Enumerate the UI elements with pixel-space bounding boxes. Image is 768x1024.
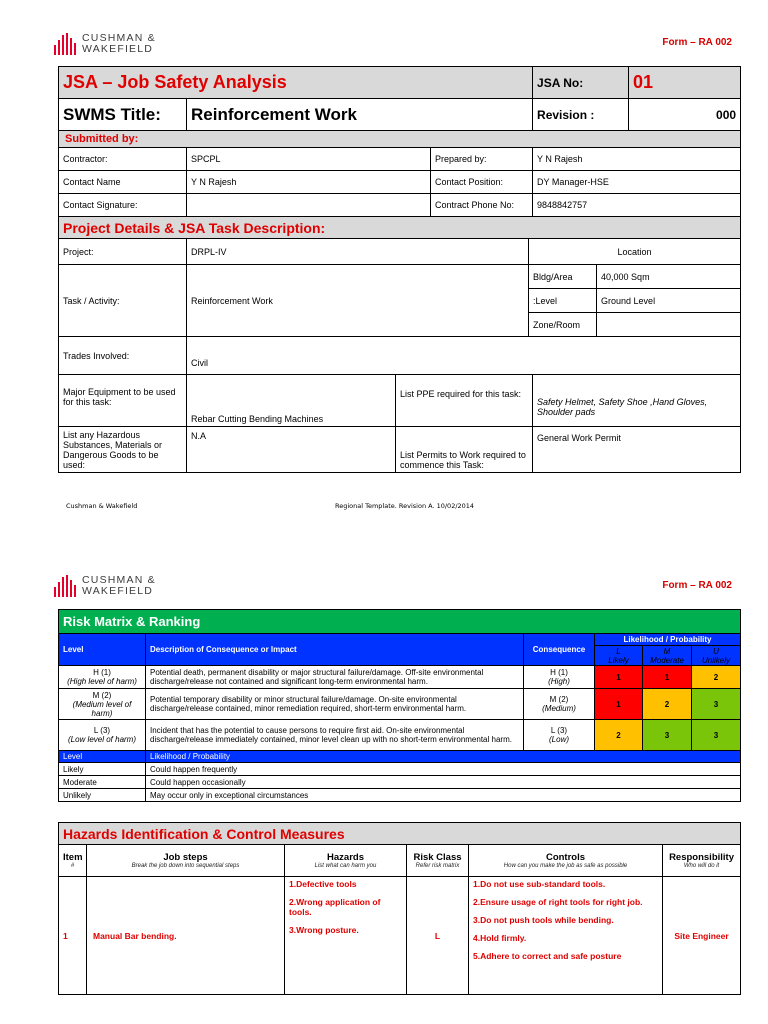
risk-level: L (3) xyxy=(93,726,111,735)
submitted-by-heading: Submitted by: xyxy=(59,131,741,148)
likelihood-unlikely-desc: May occur only in exceptional circumstances xyxy=(146,789,741,802)
likelihood-u-header: U Unlikely xyxy=(692,646,741,666)
risk-consequence: L (3) xyxy=(550,726,568,735)
hazard-job-step: Manual Bar bending. xyxy=(87,877,285,995)
risk-row-high xyxy=(59,666,741,689)
prepared-by-value: Y N Rajesh xyxy=(533,148,741,171)
form-number-2: Form – RA 002 xyxy=(662,580,732,591)
ppe-label: List PPE required for this task: xyxy=(396,375,533,427)
risk-cell: 1 xyxy=(595,689,643,720)
contact-signature-label: Contact Signature: xyxy=(59,194,187,217)
contractor-value: SPCPL xyxy=(187,148,431,171)
col-job-steps: Job steps Break the job down into sequential steps xyxy=(87,845,285,877)
contract-phone-label: Contract Phone No: xyxy=(431,194,533,217)
risk-cell: 3 xyxy=(692,689,741,720)
hazard-item-number: 1 xyxy=(59,877,87,995)
footer-template: Regional Template. Revision A. 10/02/2014 xyxy=(335,502,475,510)
contractor-label: Contractor: xyxy=(59,148,187,171)
swms-title: Reinforcement Work xyxy=(187,99,533,131)
risk-description: Incident that has the potential to cause persons to require first aid. On-site environmental discharge/release immediately contained, minor level clean up with no short-term environmental harm. xyxy=(146,720,524,751)
likelihood-likely-desc: Could happen frequently xyxy=(146,763,741,776)
logo-line-2: WAKEFIELD xyxy=(82,43,154,55)
jsa-title: JSA – Job Safety Analysis xyxy=(59,67,533,99)
risk-consequence: M (2) xyxy=(549,695,569,704)
contact-name-label: Contact Name xyxy=(59,171,187,194)
contract-phone-value: 9848842757 xyxy=(533,194,741,217)
contact-name-value: Y N Rajesh xyxy=(187,171,431,194)
likelihood-unlikely: Unlikely xyxy=(59,789,146,802)
risk-cell: 2 xyxy=(692,666,741,689)
likelihood-level-header: Level xyxy=(59,751,146,763)
hazard-list: 1.Defective tools 2.Wrong application of tools. 3.Wrong posture. xyxy=(285,877,407,995)
project-label: Project: xyxy=(59,239,187,265)
risk-consequence-sub: (High) xyxy=(548,677,570,686)
project-value: DRPL-IV xyxy=(187,239,529,265)
risk-cell: 1 xyxy=(643,666,692,689)
equipment-label: Major Equipment to be used for this task: xyxy=(59,375,187,427)
jsa-no-value: 01 xyxy=(629,67,741,99)
company-logo-2 xyxy=(54,575,156,597)
hazards-table xyxy=(58,822,741,995)
task-value: Reinforcement Work xyxy=(187,265,529,337)
risk-level-sub: (Medium level of harm) xyxy=(72,699,132,718)
likelihood-likely: Likely xyxy=(59,763,146,776)
location-label: Location xyxy=(529,239,741,265)
col-hazards: Hazards List what can harm you xyxy=(285,845,407,877)
risk-level: H (1) xyxy=(93,668,111,677)
zone-value xyxy=(597,313,741,337)
footer-company: Cushman & Wakefield xyxy=(66,502,138,510)
hazard-responsibility: Site Engineer xyxy=(663,877,741,995)
risk-level-sub: (Low level of harm) xyxy=(67,735,137,744)
risk-col-level: Level xyxy=(59,634,146,666)
risk-cell: 2 xyxy=(643,689,692,720)
trades-label: Trades Involved: xyxy=(59,337,187,375)
revision-label: Revision : xyxy=(533,99,629,131)
risk-matrix-title: Risk Matrix & Ranking xyxy=(59,610,741,634)
likelihood-l-header: L Likely xyxy=(595,646,643,666)
likelihood-prob-header: Likelihood / Probability xyxy=(146,751,741,763)
risk-cell: 3 xyxy=(643,720,692,751)
risk-description: Potential temporary disability or minor structural failure/damage. On-site environmental discharge/release contained, minor remediation required, short-term environmental harm. xyxy=(146,689,524,720)
risk-matrix-table xyxy=(58,609,741,802)
equipment-value: Rebar Cutting Bending Machines xyxy=(187,375,396,427)
risk-consequence: H (1) xyxy=(550,668,568,677)
permits-label: List Permits to Work required to commence this Task: xyxy=(396,427,533,473)
risk-col-consequence: Consequence xyxy=(524,634,595,666)
col-responsibility: Responsibility Who will do it xyxy=(663,845,741,877)
bldg-value: 40,000 Sqm xyxy=(597,265,741,289)
logo-mark-icon xyxy=(54,575,76,597)
col-controls: Controls How can you make the job as safe as possible xyxy=(469,845,663,877)
risk-level: M (2) xyxy=(92,690,112,700)
hazardous-label: List any Hazardous Substances, Materials or Dangerous Goods to be used: xyxy=(59,427,187,473)
level-label: :Level xyxy=(529,289,597,313)
logo-line-1: CUSHMAN & xyxy=(82,574,156,586)
contact-position-label: Contact Position: xyxy=(431,171,533,194)
logo-mark-icon xyxy=(54,33,76,55)
project-section-heading: Project Details & JSA Task Description: xyxy=(59,217,741,239)
risk-cell: 2 xyxy=(595,720,643,751)
risk-consequence-sub: (Medium) xyxy=(542,704,576,713)
col-item: Item # xyxy=(59,845,87,877)
col-risk-class: Risk Class Refer risk matrix xyxy=(407,845,469,877)
form-number: Form – RA 002 xyxy=(662,37,732,48)
trades-value: Civil xyxy=(187,337,741,375)
logo-line-2: WAKEFIELD xyxy=(82,585,154,597)
contact-position-value: DY Manager-HSE xyxy=(533,171,741,194)
hazard-row xyxy=(59,877,741,995)
risk-row-medium xyxy=(59,689,741,720)
contact-signature-value[interactable] xyxy=(187,194,431,217)
risk-cell: 3 xyxy=(692,720,741,751)
permits-value: General Work Permit xyxy=(533,427,741,473)
task-label: Task / Activity: xyxy=(59,265,187,337)
likelihood-m-header: M Moderate xyxy=(643,646,692,666)
risk-level-sub: (High level of harm) xyxy=(67,677,137,686)
risk-cell: 1 xyxy=(595,666,643,689)
bldg-label: Bldg/Area xyxy=(529,265,597,289)
revision-value: 000 xyxy=(629,99,741,131)
likelihood-moderate: Moderate xyxy=(59,776,146,789)
risk-description: Potential death, permanent disability or major structural failure/damage. Off-site environmental discharge/release not contained and significant long-term environmental harm. xyxy=(146,666,524,689)
hazards-title: Hazards Identification & Control Measures xyxy=(59,823,741,845)
level-value: Ground Level xyxy=(597,289,741,313)
ppe-value: Safety Helmet, Safety Shoe ,Hand Gloves, Shoulder pads xyxy=(533,375,741,427)
controls-list: 1.Do not use sub-standard tools. 2.Ensure usage of right tools for right job. 3.Do not push tools while bending. 4.Hold firmly. 5.Adhere to correct and safe posture xyxy=(469,877,663,995)
risk-col-description: Description of Consequence or Impact xyxy=(146,634,524,666)
zone-label: Zone/Room xyxy=(529,313,597,337)
risk-row-low xyxy=(59,720,741,751)
hazard-risk-class: L xyxy=(407,877,469,995)
swms-label: SWMS Title: xyxy=(59,99,187,131)
jsa-no-label: JSA No: xyxy=(533,67,629,99)
jsa-table xyxy=(58,66,741,473)
prepared-by-label: Prepared by: xyxy=(431,148,533,171)
logo-line-1: CUSHMAN & xyxy=(82,32,156,44)
risk-consequence-sub: (Low) xyxy=(548,735,569,744)
likelihood-moderate-desc: Could happen occasionally xyxy=(146,776,741,789)
risk-col-likelihood: Likelihood / Probability xyxy=(595,634,741,646)
company-logo xyxy=(54,33,156,55)
hazardous-value: N.A xyxy=(187,427,396,473)
